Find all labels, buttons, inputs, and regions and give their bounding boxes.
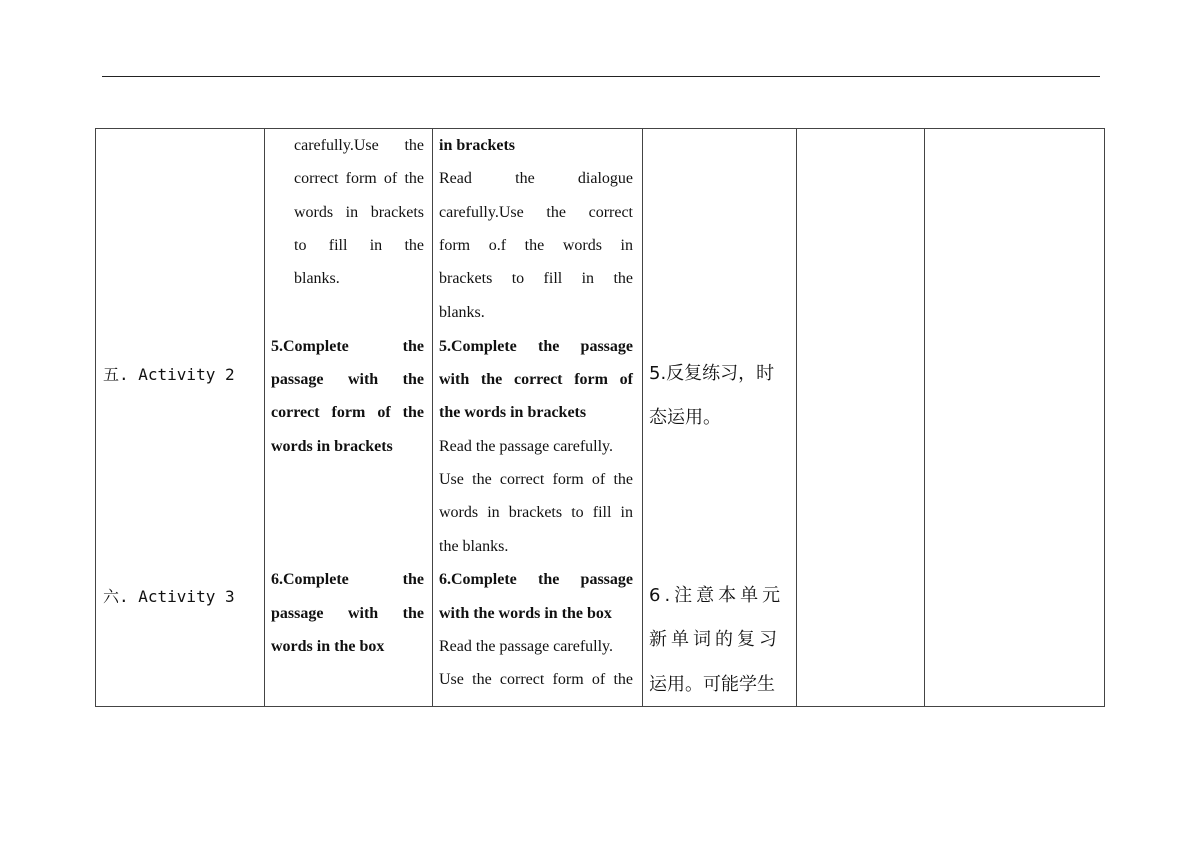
- text-line: correct form of the: [294, 170, 424, 187]
- text-line: brackets to fill in the: [439, 270, 633, 287]
- text-line: form o.f the words in: [439, 237, 633, 254]
- column-divider: [264, 129, 265, 706]
- text-line: 6.注意本单元: [649, 585, 785, 606]
- text-line: blanks.: [439, 304, 485, 321]
- text-line: in brackets: [439, 137, 515, 154]
- column-divider: [432, 129, 433, 706]
- text-line: 5.Complete the passage: [439, 338, 633, 355]
- text-line: the words in brackets: [439, 404, 587, 421]
- text-line: 6.Complete the: [271, 571, 424, 588]
- text-line: Read the dialogue: [439, 170, 633, 187]
- text-line: Read the passage carefully.: [439, 438, 613, 455]
- text-line: 新单词的复习: [649, 629, 781, 650]
- text-line: 态运用。: [649, 407, 721, 428]
- text-line: passage with the: [271, 605, 424, 622]
- text-line: correct form of the: [271, 404, 424, 421]
- text-line: Read the passage carefully.: [439, 638, 613, 655]
- text-line: with the correct form of: [439, 371, 633, 388]
- text-line: blanks.: [294, 270, 340, 287]
- column-divider: [796, 129, 797, 706]
- text-line: passage with the: [271, 371, 424, 388]
- text-line: words in brackets to fill in: [439, 504, 633, 521]
- text-line: words in brackets: [294, 204, 424, 221]
- text-line: carefully.Use the correct: [439, 204, 633, 221]
- text-line: 运用。可能学生: [649, 674, 775, 695]
- text-line: Use the correct form of the: [439, 671, 633, 688]
- text-line: 5.Complete the: [271, 338, 424, 355]
- column-divider: [642, 129, 643, 706]
- text-line: with the words in the box: [439, 605, 612, 622]
- step-label-activity-2: 五. Activity 2: [103, 365, 235, 384]
- text-line: words in the box: [271, 638, 385, 655]
- text-line: carefully.Use the: [294, 137, 424, 154]
- text-line: 6.Complete the passage: [439, 571, 633, 588]
- text-line: Use the correct form of the: [439, 471, 633, 488]
- step-label-activity-3: 六. Activity 3: [103, 587, 235, 606]
- header-rule: [102, 76, 1100, 77]
- column-divider: [924, 129, 925, 706]
- text-line: the blanks.: [439, 538, 509, 555]
- text-line: words in brackets: [271, 438, 393, 455]
- text-line: 5.反复练习，时: [649, 363, 775, 384]
- text-line: to fill in the: [294, 237, 424, 254]
